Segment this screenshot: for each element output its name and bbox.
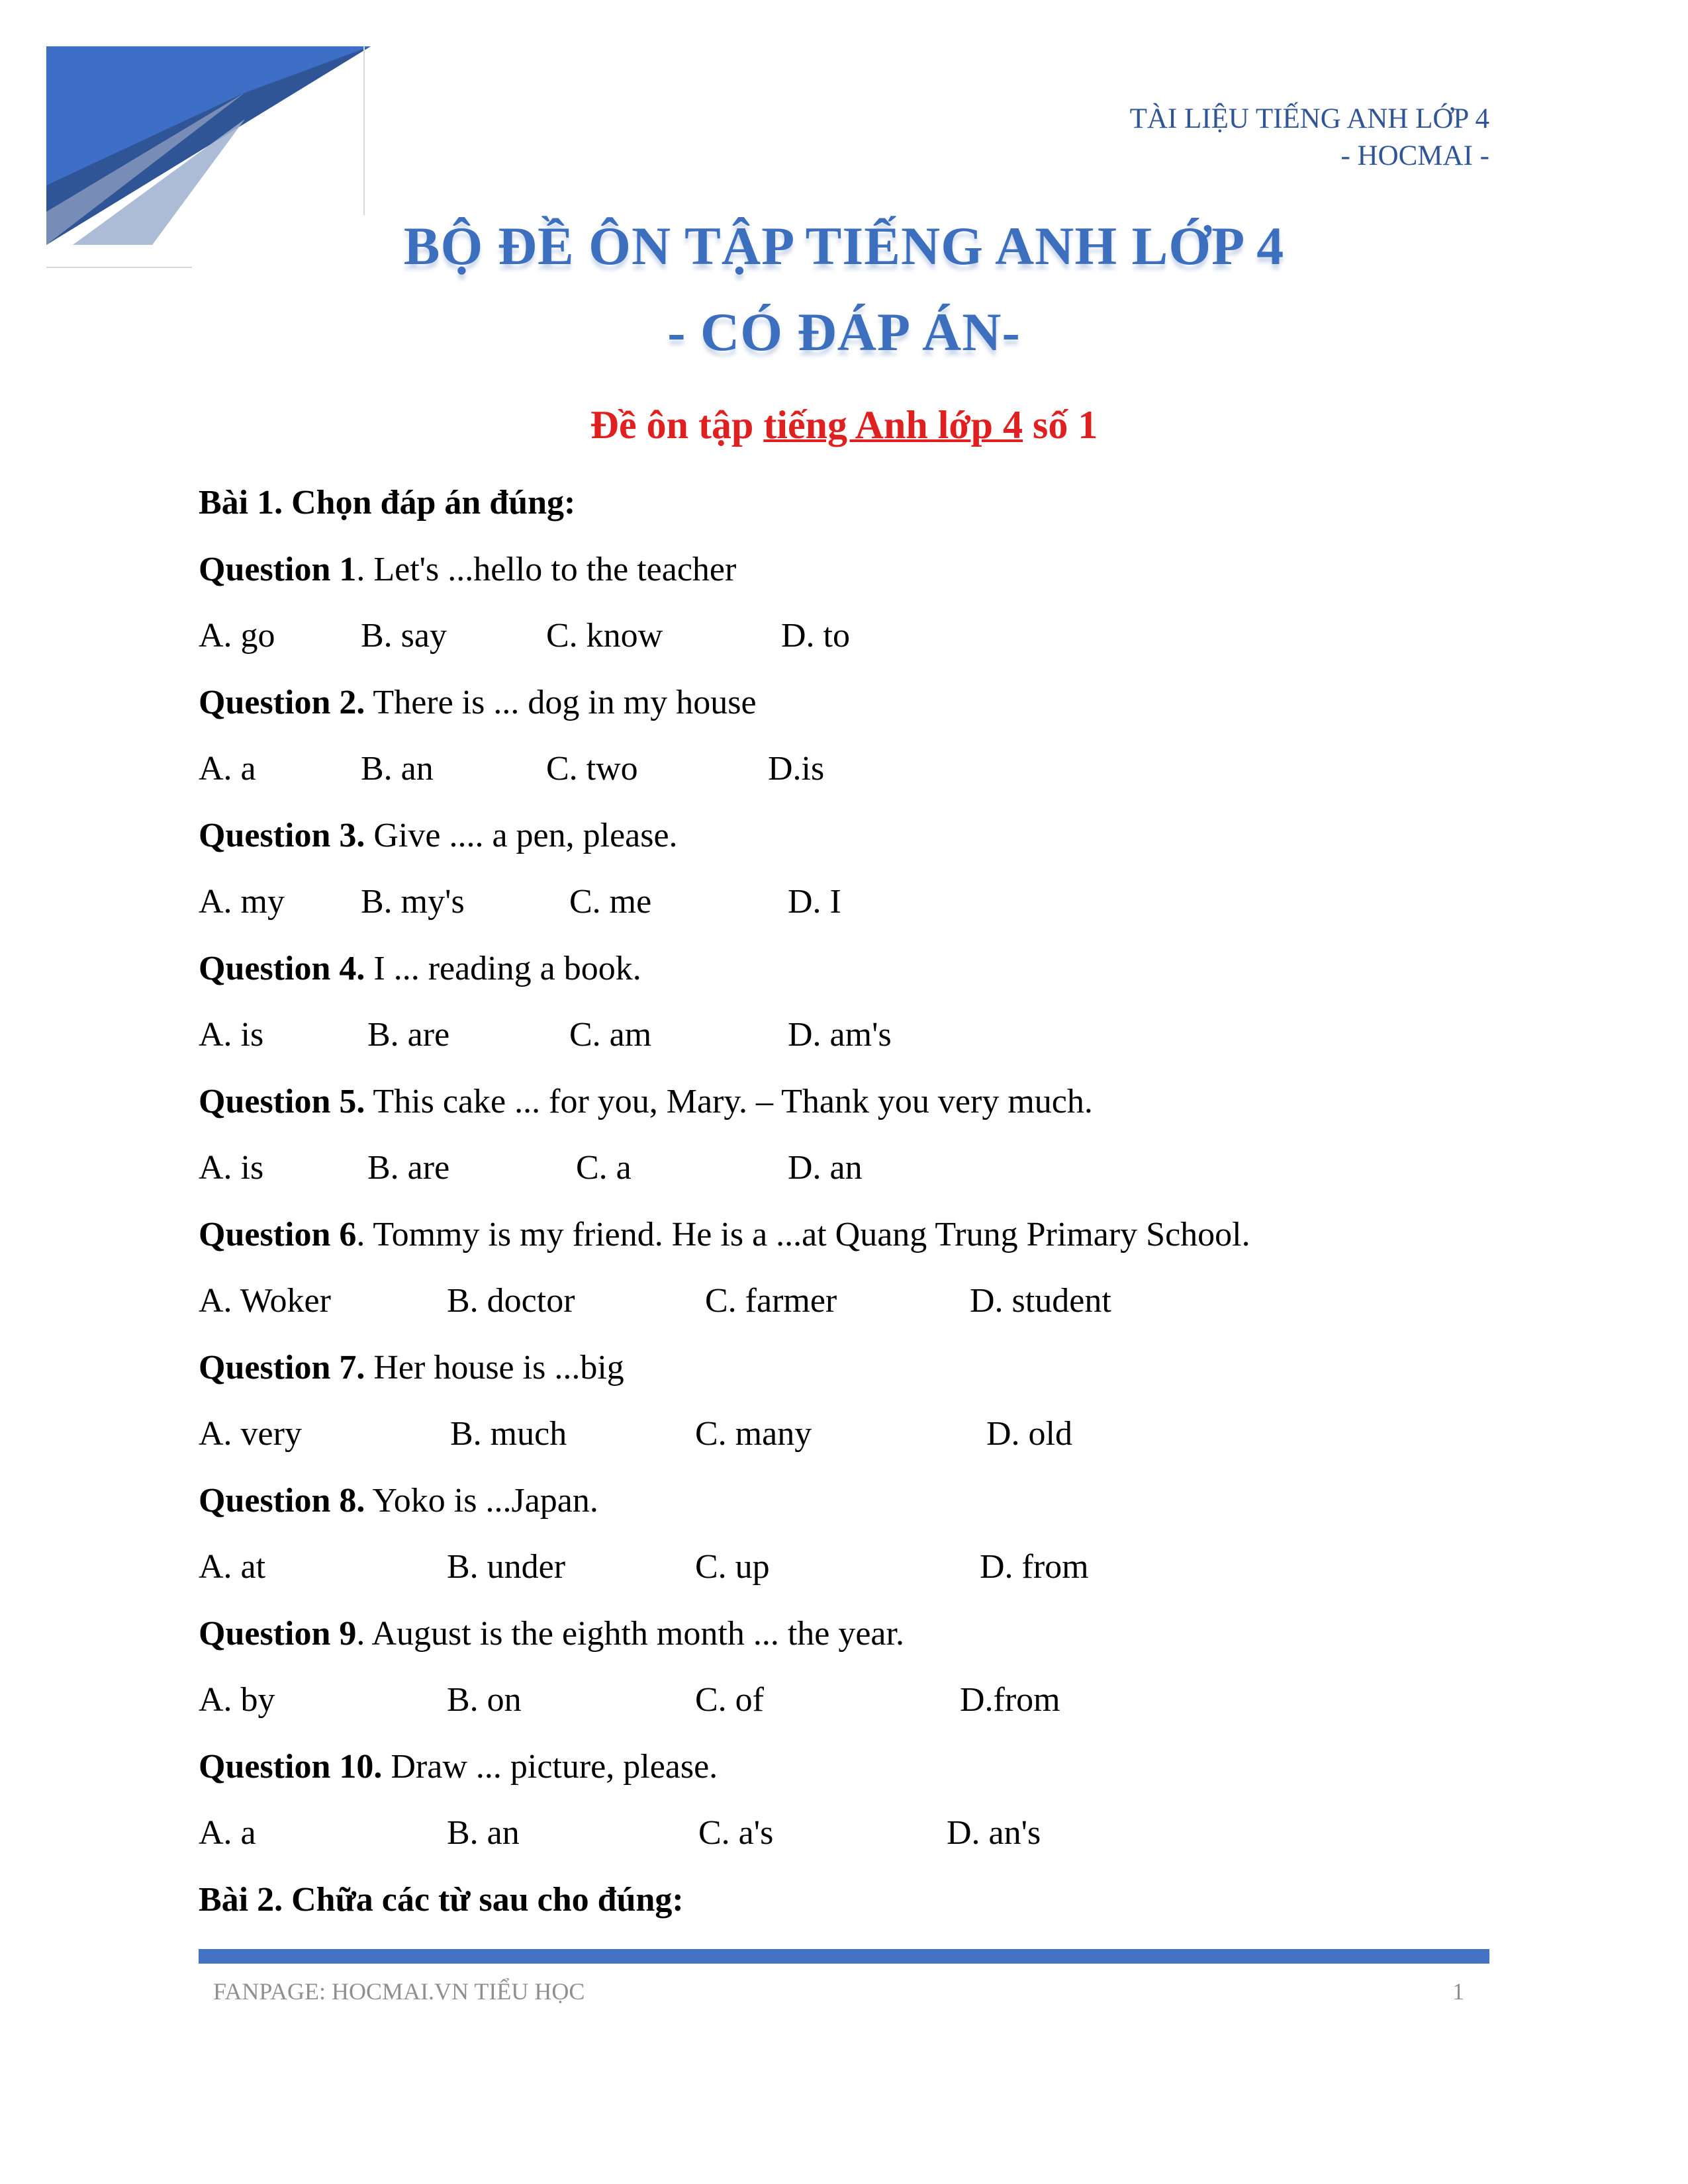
question-label: Question 4. [199,949,365,987]
question-text: . Let's ...hello to the teacher [356,550,737,588]
question-text: Her house is ...big [365,1348,624,1387]
answer-options-4 [199,1012,1523,1079]
answer-option: D. old [986,1415,1072,1453]
question-label: Question 3. [199,816,365,854]
answer-options-2 [199,746,1523,813]
answer-option: B. an [447,1814,520,1852]
answer-options-3 [199,879,1523,946]
answer-option: C. of [695,1681,764,1719]
answer-option: A. a [199,1814,256,1852]
answer-option: D. an [788,1149,863,1187]
header-doc-title: TÀI LIỆU TIẾNG ANH LỚP 4 [1129,103,1489,134]
answer-option: C. two [546,750,638,788]
question-text: . Tommy is my friend. He is a ...at Quang Trung Primary School. [356,1215,1250,1253]
document-header [1130,101,1489,175]
answer-option: A. go [199,617,275,655]
main-title: BỘ ĐỀ ÔN TẬP TIẾNG ANH LỚP 4 [403,216,1285,276]
question-label: Question 1 [199,550,357,588]
answer-option: D. to [781,617,850,655]
question-6 [199,1212,1523,1279]
question-label: Question 8. [199,1481,365,1520]
answer-options-9 [199,1677,1523,1744]
answer-option: B. doctor [447,1282,575,1320]
answer-option: C. a's [698,1814,774,1852]
question-7 [199,1345,1523,1412]
question-label: Question 9 [199,1614,357,1653]
answer-option: C. up [695,1548,770,1586]
question-text: There is ... dog in my house [365,683,757,721]
answer-options-6 [199,1278,1523,1345]
subtitle-before: Đề ôn tập [590,403,764,447]
answer-option: D. student [970,1282,1111,1320]
answer-option: D. am's [788,1016,892,1054]
section-2-title: Bài 2. Chữa các từ sau cho đúng: [199,1880,684,1919]
answer-option: B. are [367,1149,450,1187]
answer-option: C. me [569,883,652,921]
question-9 [199,1611,1523,1678]
answer-option: C. farmer [705,1282,837,1320]
question-label: Question 10. [199,1747,383,1786]
answer-option: A. is [199,1149,264,1187]
subtitle-after: số 1 [1023,403,1098,447]
answer-option: B. say [361,617,447,655]
answer-option: A. very [199,1415,302,1453]
answer-option: C. many [695,1415,812,1453]
answer-option: B. on [447,1681,522,1719]
answer-options-5 [199,1145,1523,1212]
question-text: Yoko is ...Japan. [365,1481,598,1520]
answer-option: A. is [199,1016,264,1054]
exam-content [199,480,1523,1943]
main-title-answer-note: - CÓ ĐÁP ÁN- [667,302,1021,362]
answer-option: A. Woker [199,1282,331,1320]
question-text: . August is the eighth month ... the year. [356,1614,904,1653]
header-brand: - HOCMAI - [1340,140,1489,171]
answer-option: A. at [199,1548,266,1586]
footer-divider [199,1949,1489,1964]
question-list [199,547,1523,1877]
question-4 [199,946,1523,1013]
answer-option: B. much [450,1415,567,1453]
subtitle-underlined: tiếng Anh lớp 4 [763,403,1023,447]
question-text: Give .... a pen, please. [365,816,678,854]
question-5 [199,1079,1523,1146]
answer-option: D.is [768,750,825,788]
answer-option: B. under [447,1548,566,1586]
answer-options-7 [199,1411,1523,1478]
answer-option: A. a [199,750,256,788]
answer-option: A. by [199,1681,275,1719]
footer-fanpage: FANPAGE: HOCMAI.VN TIỂU HỌC [213,1978,585,2005]
question-label: Question 6 [199,1215,357,1253]
answer-option: C. know [546,617,663,655]
question-1 [199,547,1523,614]
question-3 [199,813,1523,880]
answer-option: B. my's [361,883,465,921]
answer-options-1 [199,613,1523,680]
answer-option: B. an [361,750,434,788]
answer-option: D.from [960,1681,1060,1719]
answer-option: D. I [788,883,841,921]
answer-option: D. an's [947,1814,1041,1852]
question-text: This cake ... for you, Mary. – Thank you very much. [365,1082,1093,1120]
question-text: Draw ... picture, please. [382,1747,718,1786]
question-label: Question 5. [199,1082,365,1120]
answer-options-10 [199,1810,1523,1877]
answer-option: C. am [569,1016,652,1054]
question-8 [199,1478,1523,1545]
answer-option: C. a [576,1149,632,1187]
answer-option: D. from [980,1548,1089,1586]
section-1-title: Bài 1. Chọn đáp án đúng: [199,484,576,522]
question-2 [199,680,1523,747]
question-text: I ... reading a book. [365,949,641,987]
exam-subtitle [0,402,1688,448]
question-label: Question 2. [199,683,365,721]
question-label: Question 7. [199,1348,365,1387]
question-10 [199,1744,1523,1811]
answer-option: B. are [367,1016,450,1054]
answer-option: A. my [199,883,285,921]
page-number: 1 [1452,1978,1464,2005]
answer-options-8 [199,1544,1523,1611]
